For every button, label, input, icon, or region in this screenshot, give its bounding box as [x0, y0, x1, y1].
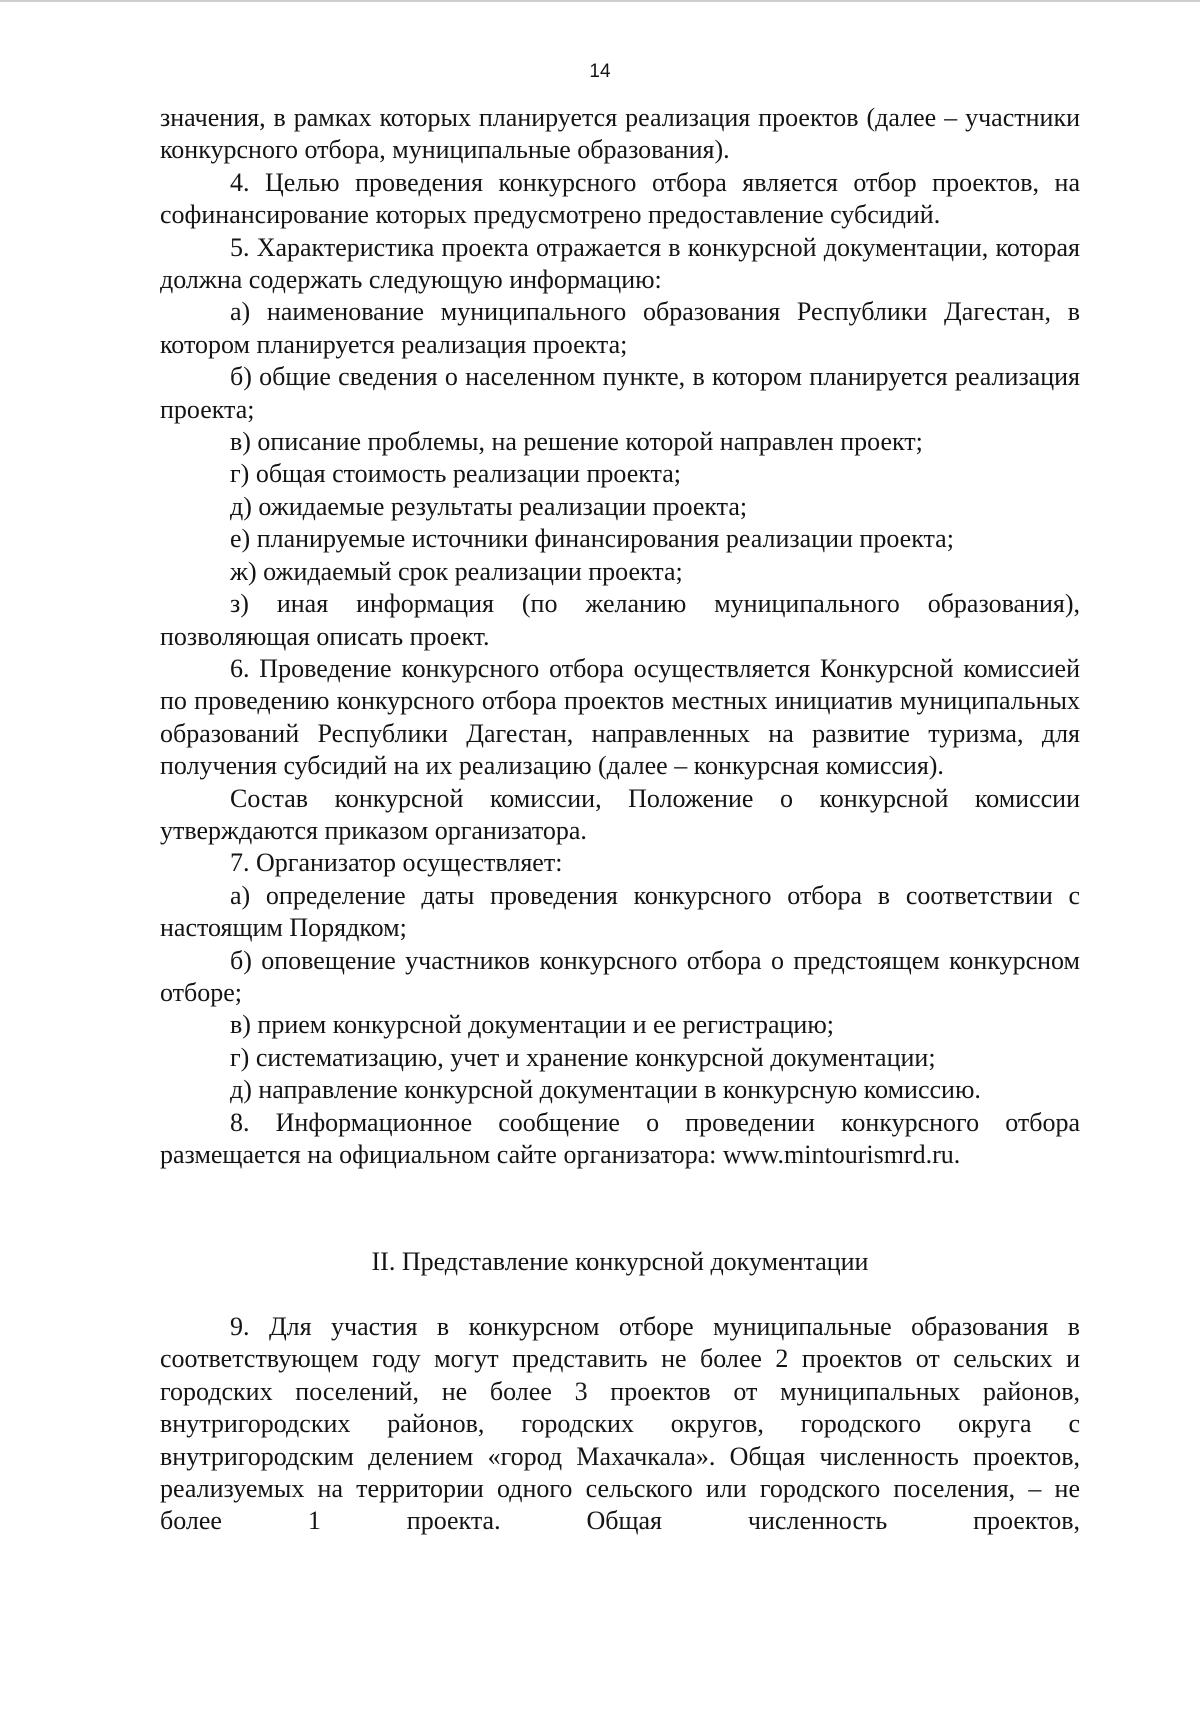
subitem-5g: г) общая стоимость реализации проекта; [230, 459, 681, 489]
page-number: 14 [589, 61, 611, 82]
paragraph-item-9: 9. Для участия в конкурсном отборе муниципальные образования в соответствующем году могут представить не более 2 проектов от сельских и городских поселений, не более 3 проектов от муниципальных районов, внутригородских районов, городских округов, городского округа с внутригородским делением «город Махачкала». Общая численность проектов, реализуемых на территории одного сельского или городского поселения, – не более 1 проекта. Общая численность проектов, [160, 1312, 1080, 1536]
section-text-block [160, 1311, 1080, 1538]
subitem-7a: а) определение даты проведения конкурсного отбора в соответствии с настоящим Порядком; [160, 880, 1080, 943]
paragraph-commission-composition: Состав конкурсной комиссии, Положение о конкурсной комиссии утверждаются приказом организатора. [160, 783, 1080, 845]
section-heading: II. Представление конкурсной документации [371, 1247, 869, 1276]
subitem-5z: з) иная информация (по желанию муниципального образования), позволяющая описать проект. [160, 589, 1080, 651]
paragraph-item-7: 7. Организатор осуществляет: [230, 848, 563, 878]
subitem-5e: е) планируемые источники финансирования реализации проекта; [230, 524, 954, 554]
subitem-5d: д) ожидаемые результаты реализации проекта; [230, 491, 748, 521]
subitem-7g: г) систематизацию, учет и хранение конкурсной документации; [230, 1042, 936, 1072]
subitem-7b: б) оповещение участников конкурсного отбора о предстоящем конкурсном отборе; [160, 945, 1080, 1007]
paragraph-continuation: значения, в рамках которых планируется реализация проектов (далее – участники конкурсного отбора, муниципальные образования). [160, 103, 1080, 165]
page-top-edge [0, 0, 1200, 2]
subitem-5v: в) описание проблемы, на решение которой направлен проект; [230, 427, 923, 457]
paragraph-item-6: 6. Проведение конкурсного отбора осуществляется Конкурсной комиссией по проведению конкурсного отбора проектов местных инициатив муниципальных образований Республики Дагестан, направленных на развитие туризма, для получения субсидий на их реализацию (далее – конкурсная комиссия). [160, 653, 1080, 781]
main-text-block [160, 102, 1080, 1171]
paragraph-item-5: 5. Характеристика проекта отражается в конкурсной документации, которая должна содержать следующую информацию: [160, 232, 1080, 295]
paragraph-item-8: 8. Информационное сообщение о проведении конкурсного отбора размещается на официальном сайте организатора: www.mintourismrd.ru. [160, 1107, 1080, 1169]
subitem-7v: в) прием конкурсной документации и ее регистрацию; [230, 1010, 834, 1040]
subitem-5zh: ж) ожидаемый срок реализации проекта; [230, 556, 683, 586]
subitem-5b: б) общие сведения о населенном пункте, в котором планируется реализация проекта; [160, 362, 1080, 424]
subitem-7d: д) направление конкурсной документации в конкурсную комиссию. [230, 1075, 981, 1105]
subitem-5a: а) наименование муниципального образования Республики Дагестан, в котором планируется реализация проекта; [160, 297, 1080, 359]
paragraph-item-4: 4. Целью проведения конкурсного отбора является отбор проектов, на софинансирование которых предусмотрено предоставление субсидий. [160, 167, 1080, 230]
